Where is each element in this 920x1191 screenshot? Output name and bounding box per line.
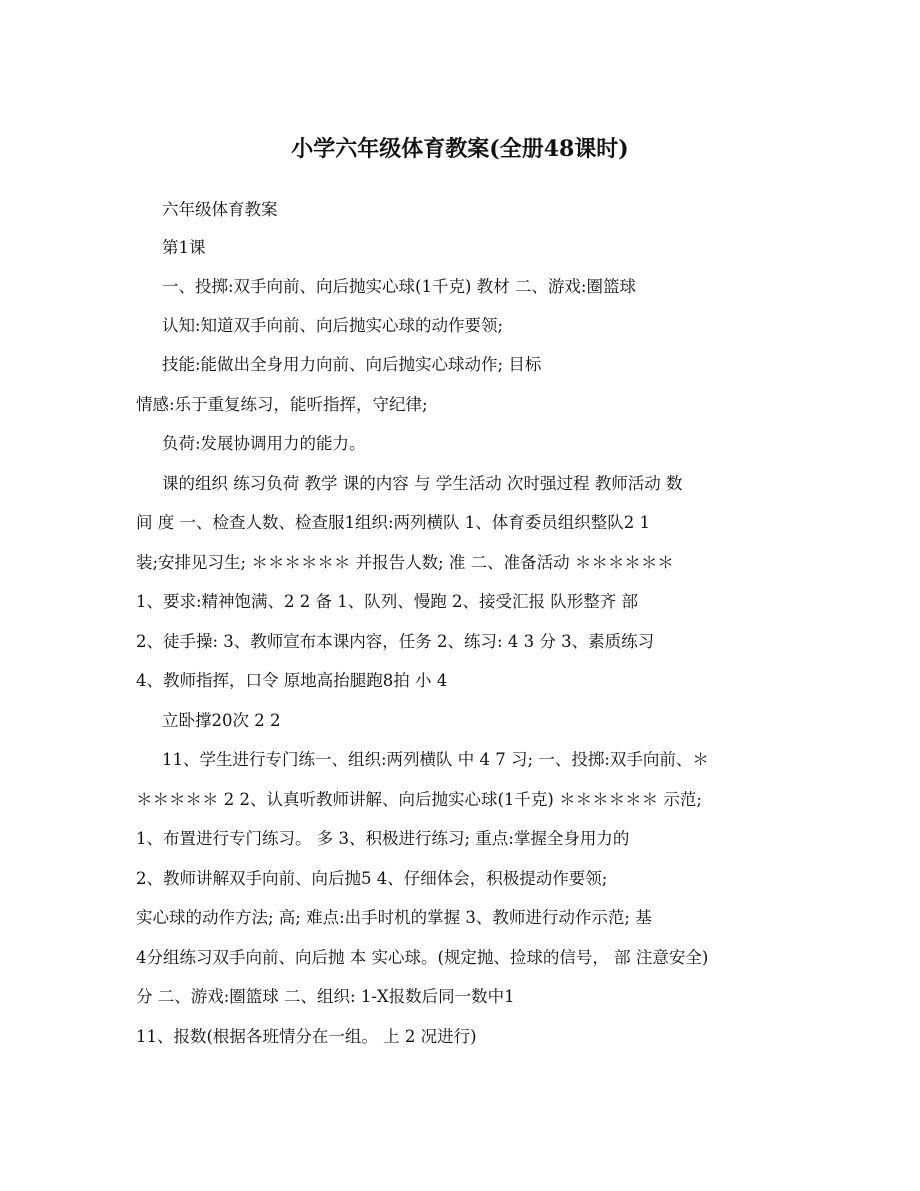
text-line: 一、投掷:双手向前、向后抛实心球(1千克) 教材 二、游戏:圈篮球 bbox=[162, 277, 636, 296]
text-line: 11、报数(根据各班情分在一组。 上 2 况进行) bbox=[136, 1027, 477, 1046]
text-line: 4、教师指挥，口令 原地高抬腿跑8拍 小 4 bbox=[136, 671, 448, 690]
text-line: 1、要求:精神饱满、2 2 备 1、队列、慢跑 2、接受汇报 队形整齐 部 bbox=[136, 592, 639, 611]
text-line: 负荷:发展协调用力的能力。 bbox=[162, 434, 366, 453]
text-line: 情感:乐于重复练习，能听指挥，守纪律; bbox=[136, 395, 428, 414]
text-line: 课的组织 练习负荷 教学 课的内容 与 学生活动 次时强过程 教师活动 数 bbox=[162, 474, 683, 493]
text-line: 实心球的动作方法; 高; 难点:出手时机的掌握 3、教师进行动作示范; 基 bbox=[136, 908, 652, 927]
text-line: 4分组练习双手向前、向后抛 本 实心球。(规定抛、捡球的信号， 部 注意安全) bbox=[136, 948, 709, 967]
text-line: 间 度 一、检查人数、检查服1组织:两列横队 1、体育委员组织整队2 1 bbox=[136, 513, 651, 532]
text-line: ＊＊＊＊＊ 2 2、认真听教师讲解、向后抛实心球(1千克) ＊＊＊＊＊＊ 示范; bbox=[136, 790, 702, 809]
text-line: 分 二、游戏:圈篮球 二、组织: 1-X报数后同一数中1 bbox=[136, 987, 515, 1006]
text-line: 装;安排见习生; ＊＊＊＊＊＊ 并报告人数; 准 二、准备活动 ＊＊＊＊＊＊ bbox=[136, 553, 674, 572]
text-line: 2、徒手操: 3、教师宣布本课内容，任务 2、练习: 4 3 分 3、素质练习 bbox=[136, 632, 655, 651]
text-line: 1、布置进行专门练习。 多 3、积极进行练习; 重点:掌握全身用力的 bbox=[136, 829, 630, 848]
text-line: 11、学生进行专门练一、组织:两列横队 中 4 7 习; 一、投掷:双手向前、＊ bbox=[162, 750, 709, 769]
text-line: 技能:能做出全身用力向前、向后抛实心球动作; 目标 bbox=[162, 355, 542, 374]
text-line: 立卧撑20次 2 2 bbox=[162, 711, 281, 730]
text-line: 2、教师讲解双手向前、向后抛5 4、仔细体会，积极提动作要领; bbox=[136, 869, 608, 888]
document-title: 小学六年级体育教案(全册48课时) bbox=[291, 136, 629, 162]
text-line: 六年级体育教案 bbox=[162, 200, 278, 219]
text-line: 第1课 bbox=[162, 238, 206, 257]
text-line: 认知:知道双手向前、向后抛实心球的动作要领; bbox=[162, 316, 504, 335]
